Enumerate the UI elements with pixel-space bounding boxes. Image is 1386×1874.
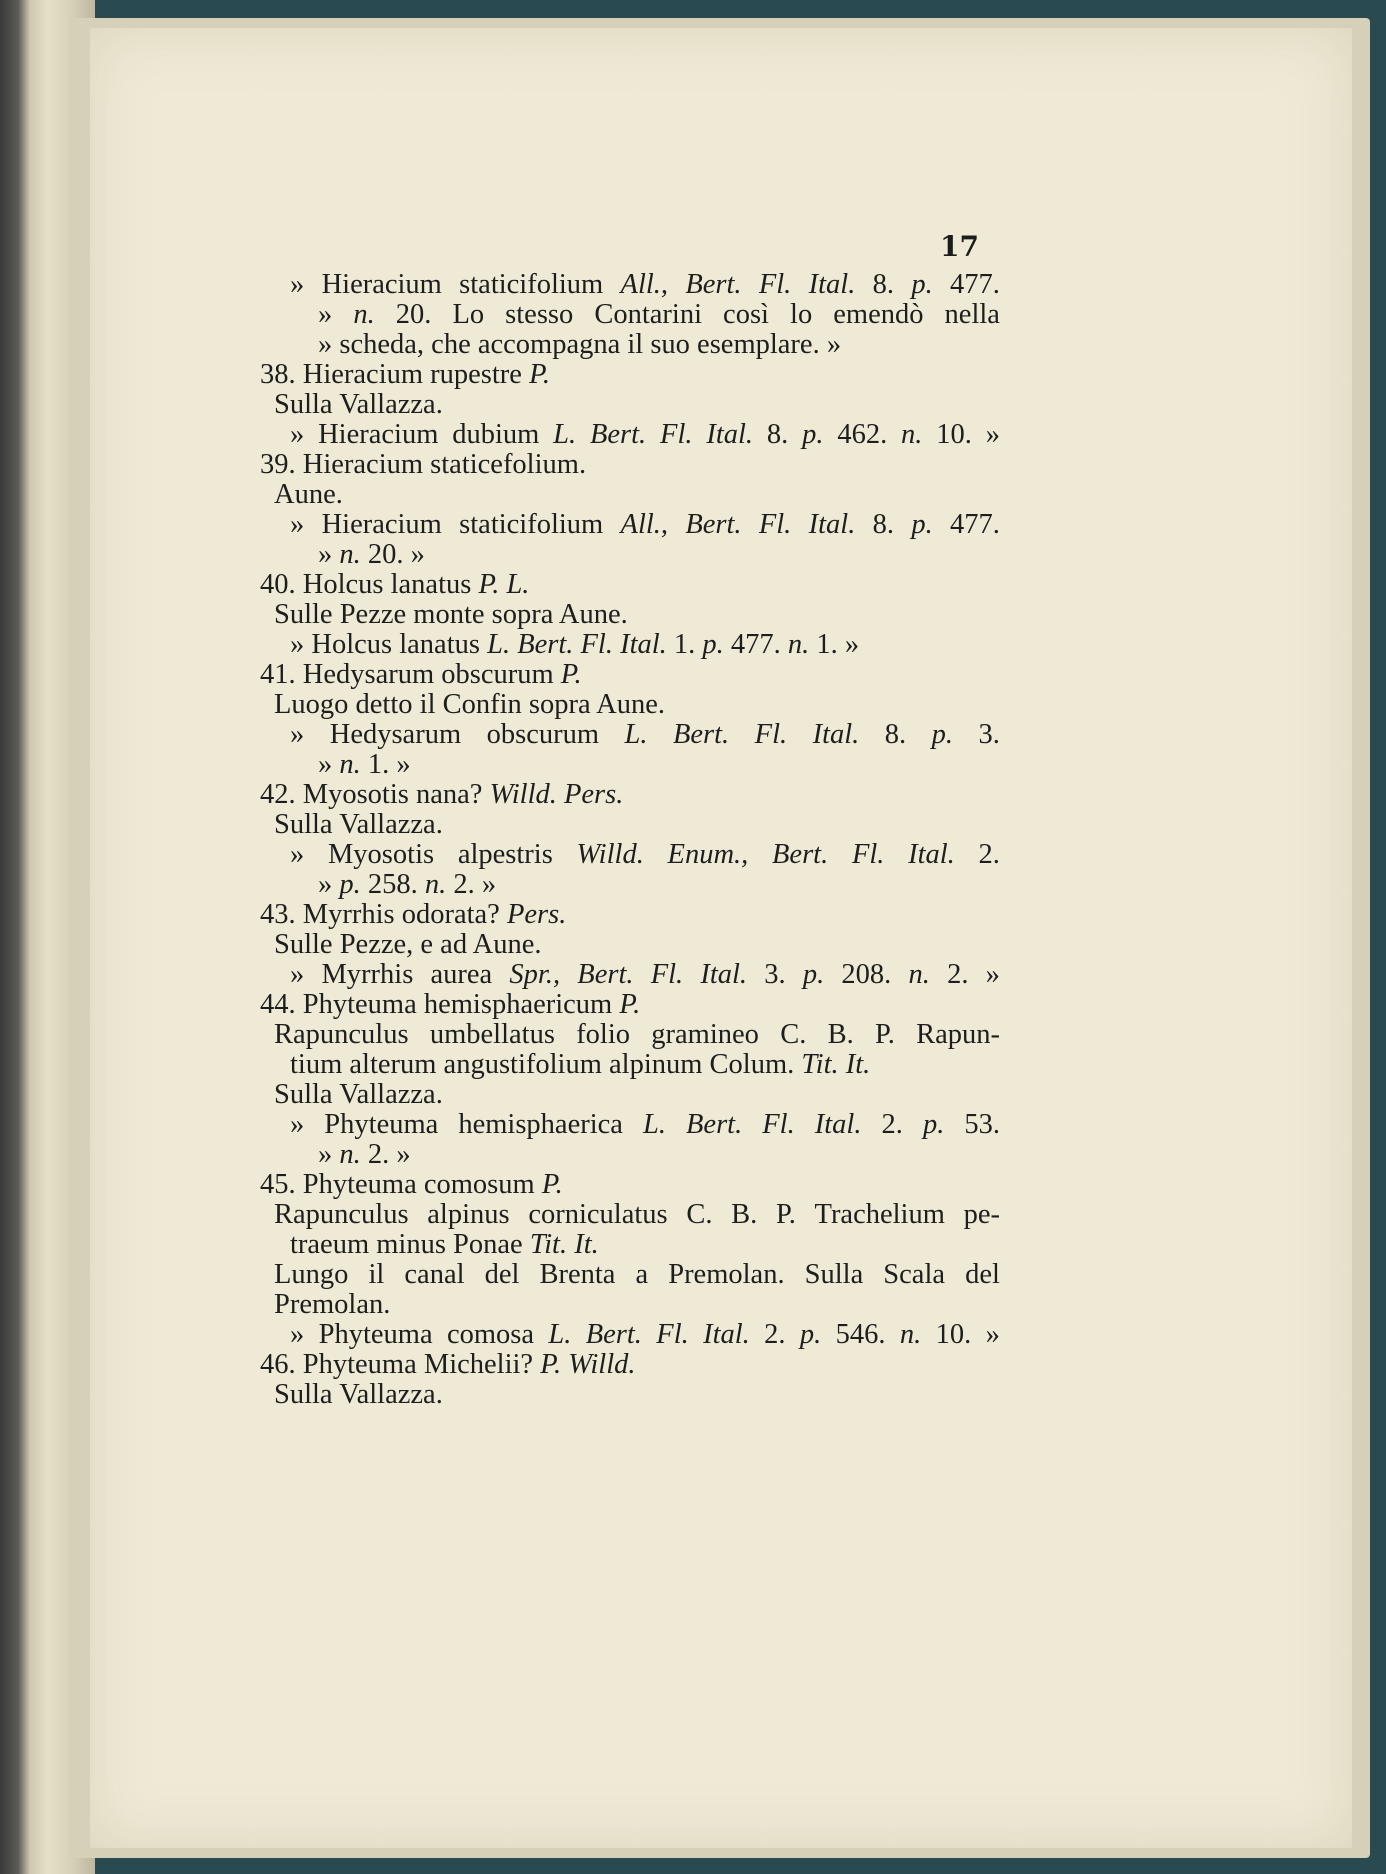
word: corniculatus <box>528 1199 668 1230</box>
text-run: 1. » <box>360 749 411 780</box>
italic-word: Fl. <box>758 509 792 540</box>
word: 2. <box>947 959 969 990</box>
word: 477. <box>950 509 1000 540</box>
text-line <box>260 960 1000 990</box>
text-line <box>260 1380 1000 1410</box>
word: 546. <box>835 1319 886 1350</box>
text-line <box>260 390 1000 420</box>
italic-word: Ital. <box>706 419 754 450</box>
text-line <box>260 420 1000 450</box>
word: staticifolium <box>459 509 604 540</box>
italic-word: Ital. <box>808 509 856 540</box>
word: Sulla <box>804 1259 864 1290</box>
italic-word: Fl. <box>754 719 788 750</box>
word: C. <box>686 1199 713 1230</box>
text-line <box>260 330 1000 360</box>
text-run: 1. » <box>809 629 860 660</box>
word: » <box>318 299 333 330</box>
text-line <box>260 630 1000 660</box>
word: Hieracium <box>321 269 442 300</box>
italic-word: Ital. <box>808 269 856 300</box>
italic-word: n. <box>899 1319 922 1350</box>
word: Lo <box>452 299 485 330</box>
italic-word: Ital. <box>908 839 955 870</box>
italic-word: Ital. <box>703 1319 750 1350</box>
text-run: 42. Myosotis nana? <box>260 779 490 810</box>
italic-word: p. <box>931 719 954 750</box>
italic-word: Fl. <box>656 1319 689 1350</box>
word: B. <box>827 1019 854 1050</box>
italic-run: p. <box>339 869 361 900</box>
text-line <box>260 990 1000 1020</box>
word: » <box>985 419 1000 450</box>
word: 2. <box>881 1109 903 1140</box>
word: » <box>290 419 305 450</box>
text-line <box>260 870 1000 900</box>
text-line <box>260 720 1000 750</box>
word: Phyteuma <box>324 1109 439 1140</box>
text-run: Sulla Vallazza. <box>274 809 443 840</box>
text-run: » Holcus lanatus <box>290 629 488 660</box>
italic-word: p. <box>922 1109 945 1140</box>
italic-word: Fl. <box>758 269 792 300</box>
text-run: 43. Myrrhis odorata? <box>260 899 507 930</box>
text-line <box>260 930 1000 960</box>
text-line <box>260 570 1000 600</box>
text-line <box>260 1350 1000 1380</box>
italic-run: n. <box>787 629 810 660</box>
word: hemisphaerica <box>458 1109 623 1140</box>
text-line <box>260 810 1000 840</box>
word: canal <box>404 1259 465 1290</box>
word: alpinus <box>427 1199 510 1230</box>
word: Premolan. <box>668 1259 785 1290</box>
text-line <box>260 360 1000 390</box>
italic-run: Tit. It. <box>801 1049 871 1080</box>
text-run: 477. <box>723 629 788 660</box>
italic-word: p. <box>911 509 933 540</box>
text-run: 2. » <box>446 869 497 900</box>
word: » <box>290 719 305 750</box>
text-run: 1. <box>666 629 703 660</box>
italic-word: p. <box>911 269 933 300</box>
italic-word: Willd. <box>576 839 644 870</box>
text-line <box>260 1230 1000 1260</box>
word: » <box>290 839 305 870</box>
word: P. <box>875 1019 895 1050</box>
italic-word: Bert. <box>686 1109 743 1140</box>
italic-run: n. <box>424 869 447 900</box>
italic-word: Enum., <box>667 839 749 870</box>
italic-run: n. <box>339 539 361 570</box>
word: Brenta <box>539 1259 616 1290</box>
text-run: » <box>318 869 340 900</box>
text-run: 38. Hieracium rupestre <box>260 359 530 390</box>
italic-word: L. <box>624 719 648 750</box>
text-run: tium alterum angustifolium alpinum Colum. <box>290 1049 802 1080</box>
word: B. <box>731 1199 758 1230</box>
word: comosa <box>446 1319 535 1350</box>
word: Hieracium <box>321 509 442 540</box>
italic-word: Ital. <box>814 1109 862 1140</box>
word: 8. <box>872 509 895 540</box>
word: Rapunculus <box>274 1199 409 1230</box>
italic-word: Bert. <box>585 1319 642 1350</box>
word: 20. <box>395 299 432 330</box>
word: folio <box>576 1019 631 1050</box>
italic-run: P. <box>619 989 641 1020</box>
word: lo <box>790 299 813 330</box>
text-line <box>260 750 1000 780</box>
italic-word: p. <box>802 419 824 450</box>
word: Scala <box>883 1259 946 1290</box>
word: 8. <box>766 419 789 450</box>
word: Rapun- <box>916 1019 1000 1050</box>
italic-word: p. <box>799 1319 822 1350</box>
text-block <box>260 270 1000 1410</box>
word: Contarini <box>594 299 702 330</box>
text-line <box>260 840 1000 870</box>
text-line <box>260 480 1000 510</box>
text-line <box>260 1170 1000 1200</box>
text-run: 39. Hieracium staticefolium. <box>260 449 587 480</box>
text-line <box>260 450 1000 480</box>
word: dubium <box>452 419 540 450</box>
text-run: Sulla Vallazza. <box>274 1379 443 1410</box>
text-line <box>260 1290 1000 1320</box>
text-run: Aune. <box>274 479 343 510</box>
text-line <box>260 510 1000 540</box>
text-run: 45. Phyteuma comosum <box>260 1169 542 1200</box>
word: P. <box>776 1199 796 1230</box>
word: » <box>985 1319 1000 1350</box>
text-line <box>260 690 1000 720</box>
italic-run: p. <box>702 629 724 660</box>
text-run: traeum minus Ponae <box>290 1229 530 1260</box>
word: obscurum <box>486 719 600 750</box>
word: » <box>985 959 1000 990</box>
word: 2. <box>764 1319 786 1350</box>
italic-word: n. <box>353 299 375 330</box>
text-line <box>260 1080 1000 1110</box>
word: umbellatus <box>429 1019 555 1050</box>
text-run: Premolan. <box>274 1289 391 1320</box>
text-line <box>260 1320 1000 1350</box>
word: » <box>290 269 305 300</box>
italic-word: L. <box>548 1319 572 1350</box>
italic-run: n. <box>339 749 361 780</box>
word: del <box>965 1259 1000 1290</box>
italic-word: Spr., <box>509 959 561 990</box>
word: 3. <box>978 719 1000 750</box>
page-number: 17 <box>940 230 979 263</box>
text-run: 2. » <box>360 1139 411 1170</box>
italic-word: Fl. <box>650 959 684 990</box>
word: così <box>723 299 769 330</box>
word: Rapunculus <box>274 1019 409 1050</box>
word: C. <box>780 1019 807 1050</box>
italic-run: P. Willd. <box>540 1349 636 1380</box>
text-line <box>260 660 1000 690</box>
italic-run: P. <box>541 1169 563 1200</box>
word: 2. <box>978 839 1000 870</box>
italic-word: n. <box>908 959 930 990</box>
text-line <box>260 780 1000 810</box>
text-run: Sulle Pezze, e ad Aune. <box>274 929 542 960</box>
text-line <box>260 1020 1000 1050</box>
word: Hieracium <box>318 419 439 450</box>
text-run: 46. Phyteuma Michelii? <box>260 1349 541 1380</box>
text-run: 41. Hedysarum obscurum <box>260 659 561 690</box>
italic-word: p. <box>802 959 825 990</box>
text-run: 44. Phyteuma hemisphaericum <box>260 989 620 1020</box>
text-run: Sulla Vallazza. <box>274 1079 443 1110</box>
word: 8. <box>884 719 907 750</box>
word: Trachelium <box>814 1199 945 1230</box>
italic-word: Bert. <box>772 839 829 870</box>
italic-word: Ital. <box>700 959 748 990</box>
word: 10. <box>936 419 972 450</box>
text-line <box>260 270 1000 300</box>
italic-run: L. Bert. Fl. Ital. <box>487 629 667 660</box>
text-run: 258. <box>360 869 425 900</box>
text-run: Sulla Vallazza. <box>274 389 443 420</box>
text-run: Sulle Pezze monte sopra Aune. <box>274 599 628 630</box>
word: staticifolium <box>459 269 604 300</box>
text-line <box>260 600 1000 630</box>
word: Lungo <box>274 1259 349 1290</box>
text-run: 20. » <box>360 539 425 570</box>
word: gramineo <box>651 1019 759 1050</box>
word: 462. <box>837 419 888 450</box>
word: » <box>290 1109 305 1140</box>
italic-word: Fl. <box>851 839 885 870</box>
italic-run: P. <box>529 359 550 390</box>
italic-word: Bert. <box>577 959 634 990</box>
italic-word: Ital. <box>812 719 860 750</box>
word: 3. <box>764 959 786 990</box>
word: alpestris <box>457 839 553 870</box>
word: pe- <box>963 1199 1000 1230</box>
text-line <box>260 900 1000 930</box>
word: » <box>290 509 305 540</box>
text-line <box>260 1110 1000 1140</box>
word: il <box>368 1259 385 1290</box>
word: Hedysarum <box>329 719 462 750</box>
text-line <box>260 1260 1000 1290</box>
italic-word: Fl. <box>660 419 693 450</box>
word: nella <box>944 299 1000 330</box>
italic-run: P. L. <box>478 569 530 600</box>
text-line <box>260 540 1000 570</box>
word: » <box>290 1319 305 1350</box>
italic-run: Tit. It. <box>529 1229 599 1260</box>
word: stesso <box>505 299 574 330</box>
italic-run: Pers. <box>506 899 567 930</box>
word: » <box>290 959 305 990</box>
italic-run: Willd. Pers. <box>489 779 624 810</box>
text-line <box>260 1140 1000 1170</box>
word: 10. <box>935 1319 972 1350</box>
italic-word: All., <box>620 269 669 300</box>
word: Myosotis <box>327 839 435 870</box>
word: emendò <box>833 299 924 330</box>
italic-word: Bert. <box>685 269 742 300</box>
text-run: » scheda, che accompagna il suo esemplare. » <box>318 329 842 360</box>
italic-word: All., <box>620 509 669 540</box>
word: aurea <box>430 959 493 990</box>
italic-word: Bert. <box>672 719 730 750</box>
text-run: » <box>318 539 340 570</box>
word: 208. <box>841 959 892 990</box>
word: 477. <box>950 269 1000 300</box>
word: 53. <box>964 1109 1000 1140</box>
text-run: » <box>318 1139 340 1170</box>
italic-word: Bert. <box>589 419 647 450</box>
text-run: Luogo detto il Confin sopra Aune. <box>274 689 666 720</box>
text-line <box>260 300 1000 330</box>
italic-word: n. <box>901 419 923 450</box>
word: Phyteuma <box>318 1319 433 1350</box>
italic-word: L. <box>553 419 577 450</box>
word: del <box>484 1259 520 1290</box>
text-line <box>260 1200 1000 1230</box>
text-line <box>260 1050 1000 1080</box>
italic-word: Bert. <box>685 509 742 540</box>
word: 8. <box>872 269 895 300</box>
word: a <box>635 1259 649 1290</box>
italic-word: L. <box>642 1109 666 1140</box>
word: Myrrhis <box>321 959 414 990</box>
text-run: 40. Holcus lanatus <box>260 569 479 600</box>
italic-word: Fl. <box>762 1109 795 1140</box>
italic-run: P. <box>560 659 582 690</box>
text-run: » <box>318 749 340 780</box>
italic-run: n. <box>339 1139 361 1170</box>
